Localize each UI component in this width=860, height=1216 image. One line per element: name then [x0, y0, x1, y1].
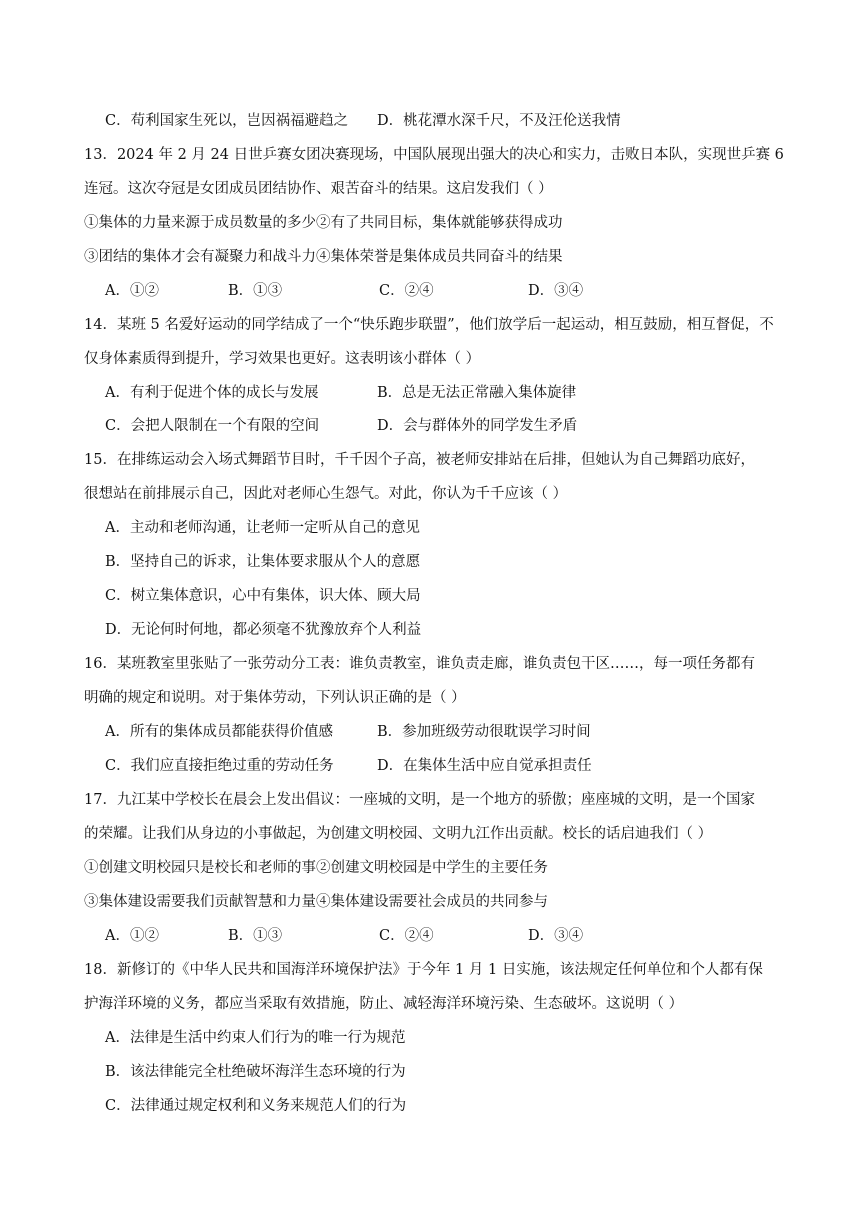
q16-stem-line1: 16．某班教室里张贴了一张劳动分工表：谁负责教室，谁负责走廊，谁负责包干区……，每一项任务都有 [84, 656, 755, 672]
q12-option-d: D．桃花潭水深千尺，不及汪伦送我情 [377, 113, 621, 129]
q13-option-a: A．①② [105, 283, 159, 299]
q13-option-c: C．②④ [379, 283, 434, 299]
q18-stem-line2: 护海洋环境的义务，都应当采取有效措施，防止、减轻海洋环境污染、生态破坏。这说明（ ） [84, 996, 684, 1012]
q13-statements-2: ③团结的集体才会有凝聚力和战斗力④集体荣誉是集体成员共同奋斗的结果 [84, 249, 563, 265]
q17-option-a: A．①② [105, 928, 159, 944]
q14-option-c: C．会把人限制在一个有限的空间 [105, 418, 320, 434]
q17-option-d: D．③④ [528, 928, 584, 944]
q17-option-b: B．①③ [228, 928, 283, 944]
q15-option-a: A．主动和老师沟通，让老师一定听从自己的意见 [105, 520, 420, 536]
q12-option-c: C．苟利国家生死以，岂因祸福避趋之 [105, 113, 349, 129]
q13-option-b: B．①③ [228, 283, 283, 299]
q14-stem-line2: 仅身体素质得到提升，学习效果也更好。这表明该小群体（ ） [84, 351, 481, 367]
q18-option-a: A．法律是生活中约束人们行为的唯一行为规范 [105, 1030, 406, 1046]
q16-stem-line2: 明确的规定和说明。对于集体劳动，下列认识正确的是（ ） [84, 690, 466, 706]
q14-option-d: D．会与群体外的同学发生矛盾 [377, 418, 578, 434]
q18-stem-line1: 18．新修订的《中华人民共和国海洋环境保护法》于今年 1 月 1 日实施，该法规定任何单位和个人都有保 [84, 962, 763, 978]
q15-option-c: C．树立集体意识，心中有集体，识大体、顾大局 [105, 588, 421, 604]
q17-statements-2: ③集体建设需要我们贡献智慧和力量④集体建设需要社会成员的共同参与 [84, 894, 548, 910]
q14-option-a: A．有利于促进个体的成长与发展 [105, 385, 319, 401]
q15-option-d: D．无论何时何地，都必须毫不犹豫放弃个人利益 [105, 622, 422, 638]
q14-stem-line1: 14．某班 5 名爱好运动的同学结成了一个“快乐跑步联盟”，他们放学后一起运动，相互鼓励，相互督促，不 [84, 317, 774, 333]
q16-option-a: A．所有的集体成员都能获得价值感 [105, 724, 333, 740]
q13-statements-1: ①集体的力量来源于成员数量的多少②有了共同目标，集体就能够获得成功 [84, 215, 563, 231]
q15-stem-line2: 很想站在前排展示自己，因此对老师心生怨气。对此，你认为千千应该（ ） [84, 486, 568, 502]
q16-option-c: C．我们应直接拒绝过重的劳动任务 [105, 758, 334, 774]
q13-stem-line1: 13．2024 年 2 月 24 日世乒赛女团决赛现场，中国队展现出强大的决心和实力，击败日本队，实现世乒赛 6 [84, 147, 784, 163]
q18-option-c: C．法律通过规定权利和义务来规范人们的行为 [105, 1098, 407, 1114]
q14-option-b: B．总是无法正常融入集体旋律 [377, 385, 577, 401]
q17-stem-line1: 17．九江某中学校长在晨会上发出倡议：一座城的文明，是一个地方的骄傲；座座城的文明，是一个国家 [84, 792, 755, 808]
q17-stem-line2: 的荣耀。让我们从身边的小事做起，为创建文明校园、文明九江作出贡献。校长的话启迪我们（ ） [84, 826, 713, 842]
q15-option-b: B．坚持自己的诉求，让集体要求服从个人的意愿 [105, 554, 421, 570]
q16-option-b: B．参加班级劳动很耽误学习时间 [377, 724, 591, 740]
q17-statements-1: ①创建文明校园只是校长和老师的事②创建文明校园是中学生的主要任务 [84, 860, 548, 876]
q16-option-d: D．在集体生活中应自觉承担责任 [377, 758, 592, 774]
q13-stem-line2: 连冠。这次夺冠是女团成员团结协作、艰苦奋斗的结果。这启发我们（ ） [84, 181, 553, 197]
q18-option-b: B．该法律能完全杜绝破坏海洋生态环境的行为 [105, 1064, 406, 1080]
q15-stem-line1: 15．在排练运动会入场式舞蹈节目时，千千因个子高，被老师安排站在后排，但她认为自己舞蹈功底好， [84, 452, 755, 468]
q13-option-d: D．③④ [528, 283, 584, 299]
q17-option-c: C．②④ [379, 928, 434, 944]
